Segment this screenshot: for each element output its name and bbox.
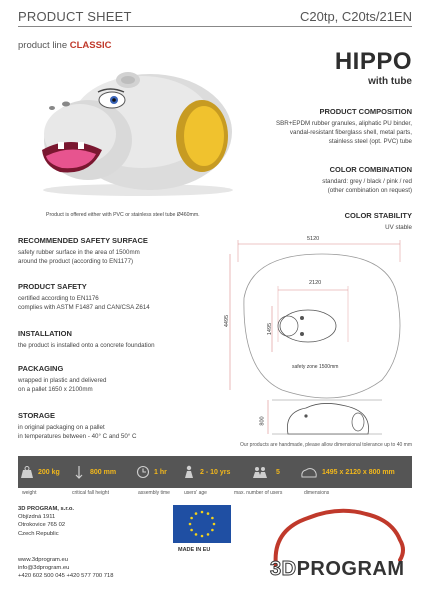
spec-max-users [252, 456, 296, 488]
installation-section [18, 329, 155, 350]
hippo-outline-icon [300, 465, 318, 479]
child-icon [182, 465, 196, 479]
spec-label: max. number of users [234, 490, 283, 496]
composition-heading: PRODUCT COMPOSITION [319, 107, 412, 116]
packaging-section [18, 364, 106, 394]
composition-line: SBR+EPDM rubber granules, aliphatic PU binder, [275, 120, 412, 127]
spec-value: 2 - 10 yrs [200, 468, 231, 476]
fall-height-icon [72, 465, 86, 479]
product-line-prefix: product line [18, 40, 70, 51]
section-heading: STORAGE [18, 411, 55, 420]
color-line: standard: grey / black / pink / red [322, 178, 412, 185]
composition-line: vandal-resistant fiberglass shell, metal parts, [289, 129, 412, 136]
tolerance-note: Our products are handmade, please allow dimensional tolerance up to 40 mm [239, 442, 412, 448]
spec-value: 200 kg [38, 468, 60, 476]
company-name: 3D PROGRAM, s.r.o. [18, 506, 75, 512]
email-link[interactable]: info@3dprogram.eu [18, 565, 70, 572]
header-divider [18, 26, 412, 27]
section-line: complies with ASTM F1487 and CAN/CSA Z614 [18, 304, 150, 311]
safety-surface-section [18, 236, 148, 266]
company-address [18, 505, 74, 538]
color-section [322, 165, 412, 195]
weight-icon [20, 465, 34, 479]
brand-prefix: 3D [270, 558, 297, 580]
color-heading: COLOR COMBINATION [329, 165, 412, 174]
section-heading: PACKAGING [18, 364, 64, 373]
dim-inner-height: 1495 [267, 322, 274, 336]
spec-label: assembly time [138, 490, 170, 496]
composition-section [276, 107, 412, 146]
dim-side-height: 800 [259, 416, 266, 426]
product-safety-section [18, 282, 150, 312]
storage-section [18, 411, 136, 441]
spec-label: critical fall height [72, 490, 109, 496]
spec-users-age [182, 456, 248, 488]
spec-dimensions [300, 456, 412, 488]
hippo-product-image [30, 58, 245, 198]
brand-name: PROGRAM [296, 558, 405, 580]
spec-value: 1495 x 2120 x 800 mm [322, 468, 395, 476]
section-line: the product is installed onto a concrete foundation [18, 342, 155, 349]
spec-value: 1 hr [154, 468, 167, 476]
section-line: on a pallet 1650 x 2100mm [18, 386, 93, 393]
product-codes: C20tp, C20ts/21EN [299, 9, 412, 24]
dim-outer-width: 5120 [307, 236, 320, 242]
section-heading: PRODUCT SAFETY [18, 282, 87, 291]
section-line: in original packaging on a pallet [18, 424, 105, 431]
product-name: HIPPO [334, 48, 412, 75]
product-caption: Product is offered either with PVC or stainless steel tube Ø460mm. [46, 212, 200, 218]
dim-inner-width: 2120 [309, 280, 322, 286]
sheet-label: PRODUCT SHEET [18, 9, 132, 24]
made-in-eu: MADE IN EU [178, 547, 211, 553]
spec-assembly-time [136, 456, 180, 488]
address-line: Objízdná 1911 [18, 514, 56, 521]
section-line: around the product (according to EN1177) [18, 258, 134, 265]
spec-label: weight [22, 490, 37, 496]
brand-wordmark [270, 558, 405, 581]
spec-label: dimensions [304, 490, 330, 496]
address-line: Czech Republic [18, 530, 59, 537]
safety-zone-label: safety zone 1500mm [292, 364, 339, 370]
section-heading: INSTALLATION [18, 329, 72, 338]
product-line-name: CLASSIC [69, 40, 112, 51]
color-line: (other combination on request) [327, 187, 412, 194]
spec-value: 5 [276, 468, 280, 476]
phone-numbers: +420 602 500 045 +420 577 700 718 [18, 573, 114, 580]
section-line: wrapped in plastic and delivered [18, 377, 107, 384]
users-icon [252, 465, 268, 479]
composition-line: stainless steel (opt. PVC) tube [328, 138, 412, 145]
section-line: in temperatures between - 40° C and 50° C [18, 433, 137, 440]
technical-drawing [222, 232, 416, 436]
stability-text: UV stable [385, 224, 412, 231]
product-line [18, 40, 111, 51]
dim-outer-height: 4495 [224, 314, 231, 328]
section-line: safety rubber surface in the area of 1500mm [18, 249, 140, 256]
spec-fall-height [72, 456, 132, 488]
stability-section [345, 211, 412, 232]
product-variant: with tube [368, 76, 412, 87]
spec-label: users' age [184, 490, 207, 496]
company-contacts [18, 556, 113, 581]
spec-weight [20, 456, 68, 488]
address-line: Otrokovice 765 02 [18, 522, 66, 529]
eu-flag-icon [173, 505, 231, 543]
section-heading: RECOMMENDED SAFETY SURFACE [18, 236, 148, 245]
clock-icon [136, 465, 150, 479]
section-line: certified according to EN1176 [18, 295, 99, 302]
spec-value: 800 mm [90, 468, 117, 476]
website-link[interactable]: www.3dprogram.eu [18, 557, 68, 563]
stability-heading: COLOR STABILITY [344, 211, 412, 220]
